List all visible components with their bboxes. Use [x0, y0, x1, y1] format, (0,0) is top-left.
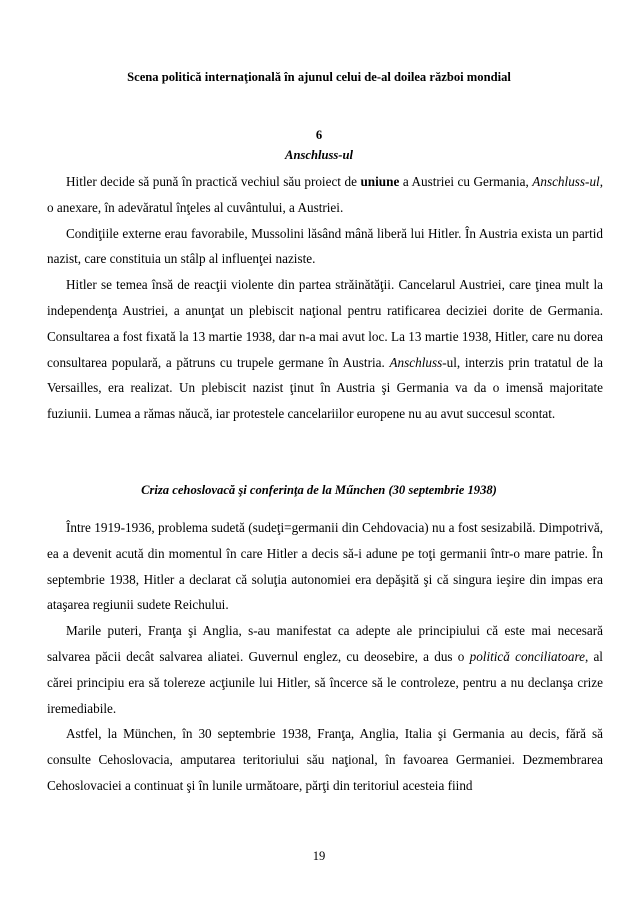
section-heading: Criza cehoslovacă şi conferinţa de la Műnchen (30 septembrie 1938) [141, 483, 497, 497]
anschluss-section-body [47, 169, 603, 427]
chapter-title: Anschluss-ul [285, 148, 353, 162]
paragraph-text: , al cărei principiu era să tolereze acţiunile lui Hitler, să încerce să le controleze, pentru a nu declanşa crize iremediabile. [47, 648, 603, 716]
paragraph-text: , o anexare, în adevăratul înţeles al cuvântului, a Austriei. [47, 174, 603, 215]
munich-section-body [47, 515, 603, 799]
paragraph [47, 272, 603, 427]
paragraph-text: a Austriei cu Germania, [399, 174, 533, 189]
paragraph [47, 169, 603, 221]
paragraph-text: Hitler se temea însă de reacţii violente din partea străinătăţii. Cancelarul Austriei, care ţinea mult la independenţa Austriei, a anunţat un plebiscit naţional pentru ratificarea deciziei dorite de Germania. Consultarea a fost fixată la 13 martie 1938, dar n-a mai avut loc. La 13 martie 1938, Hitler, care nu dorea consultarea populară, a pătruns cu trupele germane în Austria. [47, 277, 603, 370]
paragraph-text: Marile puteri, Franţa şi Anglia, s-au manifestat ca adepte ale principiului că este mai necesară salvarea păcii decât salvarea aliatei. Guvernul englez, cu deosebire, a dus o [47, 623, 603, 664]
paragraph: Astfel, la München, în 30 septembrie 1938, Franţa, Anglia, Italia şi Germania au decis, fără să consulte Cehoslovacia, amputarea teritoriului său naţional, în favoarea Germaniei. Dezmembrarea Cehoslovaciei a continuat şi în lunile următoare, părţi din teritoriul acesteia fiind [47, 726, 603, 793]
italic-term: Anschluss-ul [532, 174, 600, 189]
italic-term: politică conciliatoare [469, 648, 585, 664]
chapter-number: 6 [315, 128, 323, 142]
paragraph [47, 618, 603, 721]
bold-term: uniune [360, 174, 400, 189]
paragraph: Condiţiile externe erau favorabile, Mussolini lăsând mână liberă lui Hitler. În Austria exista un partid nazist, care constituia un stâlp al influenţei naziste. [47, 225, 603, 267]
page-title: Scena politică internaţională în ajunul celui de-al doilea război mondial [127, 70, 511, 84]
italic-term: Anschluss [389, 354, 443, 370]
paragraph-text: -ul, interzis prin tratatul de la Versailles, era realizat. Un plebiscit nazist ţinut în Austria şi Germania va da o imensă majoritate fuziunii. Lumea a rămas năucă, iar protestele cancelariilor europene nu au avut succesul scontat. [47, 354, 603, 422]
paragraph-text: Hitler decide să pună în practică vechiul său proiect de [66, 174, 361, 189]
page-number: 19 [312, 849, 326, 863]
paragraph: Între 1919-1936, problema sudetă (sudeţi=germanii din Cehdovacia) nu a fost sesizabilă. Dimpotrivă, ea a devenit acută din momentul în care Hitler a decis să-i adune pe toţi germanii într-o mare patrie. În septembrie 1938, Hitler a declarat că soluţia autonomiei era depăşită şi că singura ieşire din impas era ataşarea regiunii sudete Reichului. [47, 520, 603, 613]
